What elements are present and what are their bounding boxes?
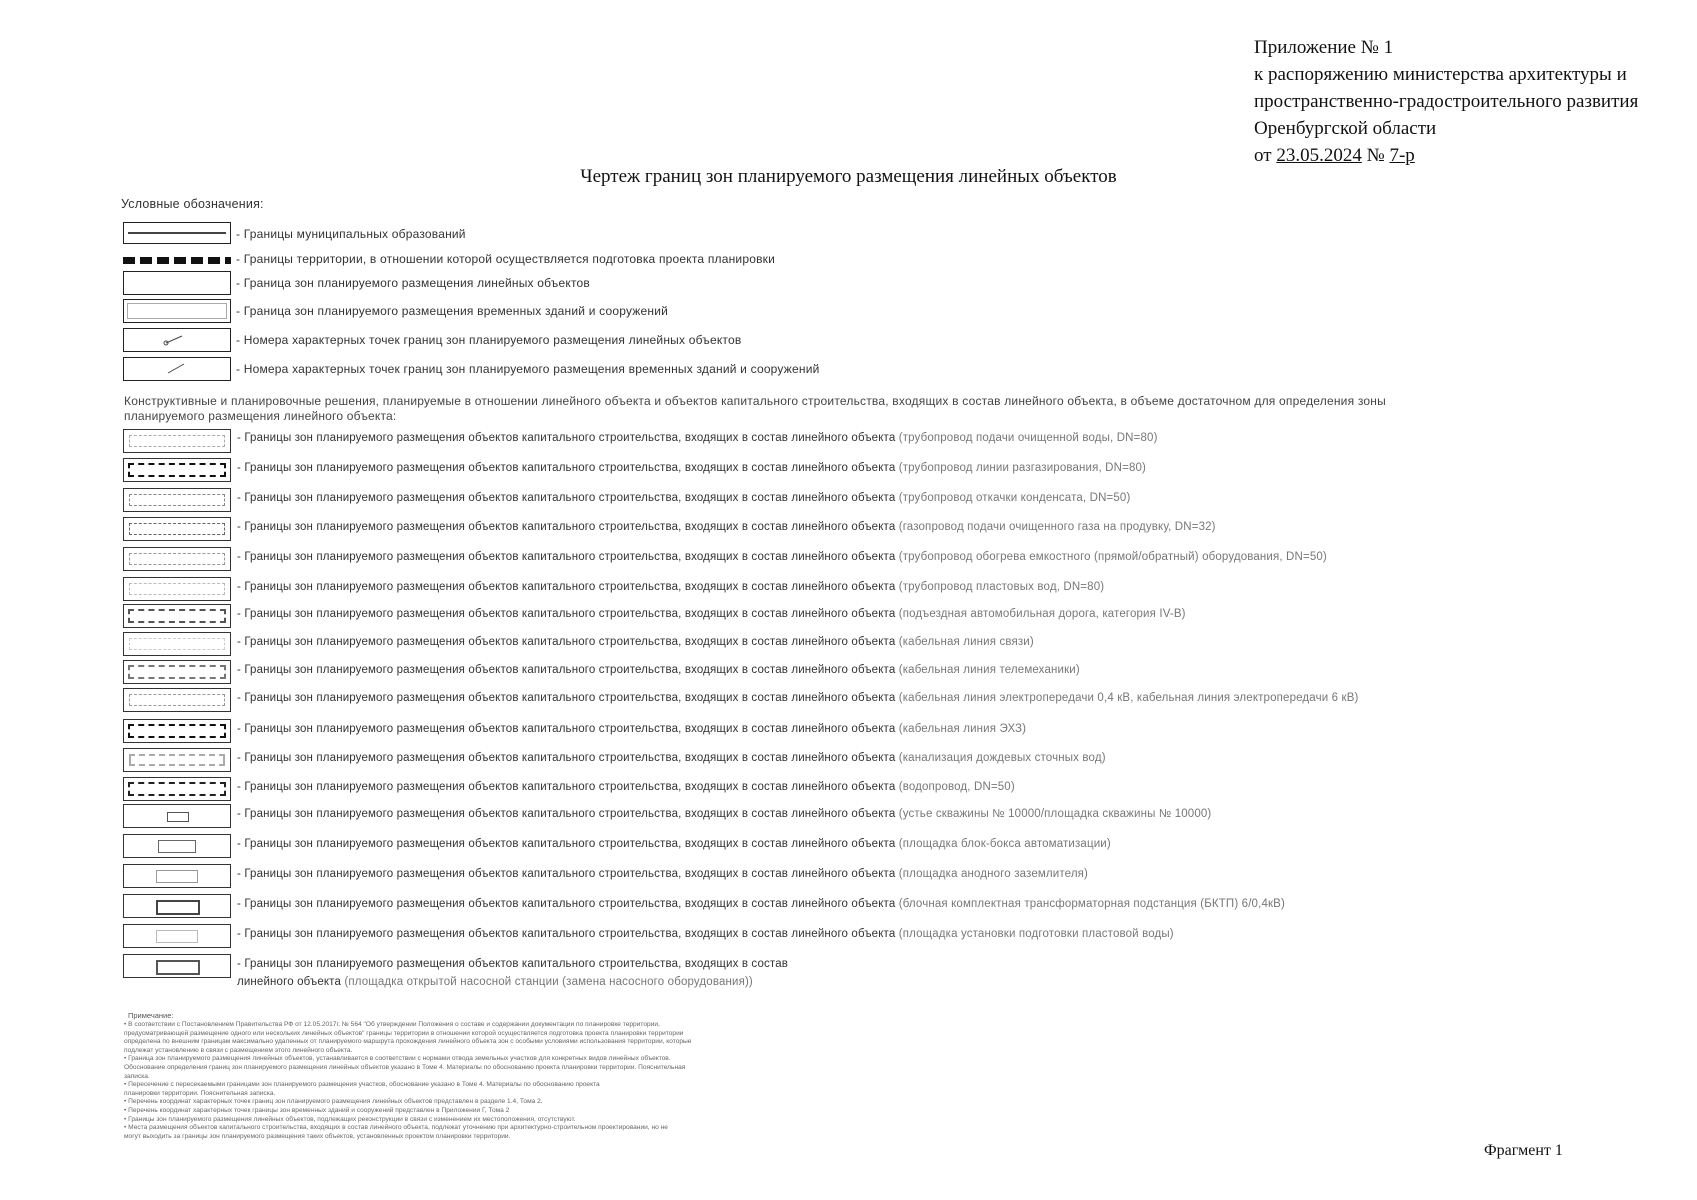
zone-prefix: - Границы зон планируемого размещения объектов капитального строительства, входящих в состав линейного объекта	[237, 692, 896, 704]
zone-row-8	[237, 636, 1034, 648]
zone-prefix: - Границы зон планируемого размещения объектов капитального строительства, входящих в состав линейного объекта	[237, 868, 896, 880]
zone-comment: (площадка установки подготовки пластовой воды)	[898, 928, 1174, 940]
section-heading: Конструктивные и планировочные решения, планируемые в отношении линейного объекта и объектов капитального строительства, входящих в состав линейного объекта, в объеме достаточном для определения зоны планируемого размещения линейного объекта:	[124, 394, 1386, 423]
zone-comment: (газопровод подачи очищенного газа на продувку, DN=32)	[898, 521, 1216, 533]
note-line: • В соответствии с Постановлением Правительства РФ от 12.05.2017г. № 564 "Об утверждении Положения о составе и содержании документации по планировке территории,	[124, 1021, 660, 1028]
zone-row-18	[237, 928, 1174, 940]
zone-row-7	[237, 608, 1186, 620]
zone-comment: (трубопровод откачки конденсата, DN=50)	[898, 492, 1131, 504]
zone-symbol-3	[123, 488, 231, 512]
note-line: • Границы зон планируемого размещения линейных объектов, подлежащих реконструкции в связи с изменением их местоположения, отсутствуют.	[124, 1115, 576, 1123]
zone-comment: (кабельная линия электропередачи 0,4 кВ, кабельная линия электропередачи 6 кВ)	[898, 692, 1359, 704]
legend-label-municipal: - Границы муниципальных образований	[236, 227, 466, 241]
zone-prefix: - Границы зон планируемого размещения объектов капитального строительства, входящих в состав линейного объекта	[237, 723, 896, 735]
zone-symbol-5	[123, 547, 231, 571]
zone-comment: (трубопровод подачи очищенной воды, DN=80)	[898, 432, 1158, 444]
zone-prefix: - Границы зон планируемого размещения объектов капитального строительства, входящих в состав линейного объекта	[237, 521, 896, 533]
region-line: Оренбургской области	[1254, 118, 1437, 139]
zone-row-6	[237, 581, 1104, 593]
zone-row-1	[237, 432, 1158, 444]
linear-zone-boundary-symbol	[123, 271, 231, 295]
zone-row-5	[237, 551, 1327, 563]
zone-prefix: - Границы зон планируемого размещения объектов капитального строительства, входящих в состав линейного объекта	[237, 432, 896, 444]
number-prefix: №	[1366, 145, 1385, 166]
note-line: • Места размещения объектов капитального строительства, входящих в состав линейного объекта, подлежат уточнению при архитектурно-строительном проектировании, но не	[124, 1124, 668, 1132]
fragment-label: Фрагмент 1	[1484, 1142, 1563, 1159]
zone-prefix: - Границы зон планируемого размещения объектов капитального строительства, входящих в состав линейного объекта	[237, 492, 896, 504]
linear-point-number-symbol	[123, 328, 231, 352]
legend-label-temporary-zone: - Граница зон планируемого размещения временных зданий и сооружений	[236, 304, 669, 318]
zone-row-4	[237, 521, 1216, 533]
zone-comment: (кабельная линия ЭХЗ)	[898, 723, 1027, 735]
zone-row-14	[237, 808, 1211, 820]
note-line: записка.	[124, 1072, 150, 1080]
note-line: определена по внешним границам максимально удаленных от планируемого маршрута прохождения линейного объекта зон с особыми условиями использования территории, которые	[124, 1038, 692, 1046]
zone-prefix: - Границы зон планируемого размещения объектов капитального строительства, входящих в состав линейного объекта	[237, 462, 896, 474]
note-line: • Перечень координат характерных точек границы зон временных зданий и сооружений представлен в Приложении Г, Тома 2	[124, 1106, 510, 1114]
zone-comment: (канализация дождевых сточных вод)	[898, 752, 1106, 764]
municipal-boundary-symbol	[123, 222, 231, 244]
legend-label-territory: - Границы территории, в отношении которой осуществляется подготовка проекта планировки	[236, 252, 776, 266]
zone-comment: (блочная комплектная трансформаторная подстанция (БКТП) 6/0,4кВ)	[898, 898, 1285, 910]
temporary-point-number-symbol	[123, 357, 231, 381]
note-line: подлежат установлению в связи с размещением этого линейного объекта.	[124, 1046, 353, 1054]
zone-comment: (площадка открытой насосной станции (замена насосного оборудования))	[344, 976, 753, 988]
zone-symbol-10	[123, 688, 231, 712]
date-prefix: от	[1254, 145, 1272, 166]
zone-prefix: - Границы зон планируемого размещения объектов капитального строительства, входящих в состав линейного объекта	[237, 664, 896, 676]
zone-comment: (трубопровод линии разгазирования, DN=80)	[898, 462, 1147, 474]
zone-row-2	[237, 462, 1146, 474]
zone-comment: (кабельная линия связи)	[898, 636, 1034, 648]
note-line: Обоснование определения границ зон планируемого размещения линейных объектов указано в Томе 4. Материалы по обоснованию проекта планировки территории. Пояснительная	[124, 1063, 686, 1071]
zone-symbol-11	[123, 719, 231, 743]
zone-prefix: - Границы зон планируемого размещения объектов капитального строительства, входящих в состав	[237, 958, 789, 970]
note-line: • Граница зон планируемого размещения линейных объектов, устанавливается в соответствии с нормами отвода земельных участков для конкретных видов линейных объектов.	[124, 1055, 671, 1063]
legend-label-temporary-points: - Номера характерных точек границ зон планируемого размещения временных зданий и сооружений	[236, 362, 820, 376]
zone-symbol-9	[123, 660, 231, 684]
zone-prefix: - Границы зон планируемого размещения объектов капитального строительства, входящих в состав линейного объекта	[237, 581, 896, 593]
zone-prefix: - Границы зон планируемого размещения объектов капитального строительства, входящих в состав линейного объекта	[237, 838, 896, 850]
note-line: • Перечень координат характерных точек границ зон планируемого размещения линейных объектов представлен в разделе 1.4, Тома 2.	[124, 1098, 543, 1106]
zone-comment: (площадка анодного заземлителя)	[898, 868, 1089, 880]
zone-comment: (устье скважины № 10000/площадка скважины № 10000)	[898, 808, 1212, 820]
note-line: планировки территории. Пояснительная записка.	[124, 1089, 276, 1097]
zone-symbol-13	[123, 777, 231, 801]
zone-symbol-1	[123, 429, 231, 453]
order-number: 7-р	[1389, 145, 1415, 166]
ministry-line: пространственно-градостроительного развития	[1254, 91, 1639, 112]
zone-prefix: - Границы зон планируемого размещения объектов капитального строительства, входящих в состав линейного объекта	[237, 551, 896, 563]
zone-row-3	[237, 492, 1130, 504]
zone-row-16	[237, 868, 1088, 880]
zone-row-19b	[237, 976, 753, 988]
legend-label-linear-zone: - Граница зон планируемого размещения линейных объектов	[236, 276, 590, 290]
zone-row-11	[237, 723, 1026, 735]
zone-comment: (трубопровод обогрева емкостного (прямой/обратный) оборудования, DN=50)	[898, 551, 1327, 563]
zone-comment: (трубопровод пластовых вод, DN=80)	[898, 581, 1105, 593]
zone-symbol-14	[123, 804, 231, 828]
legend-heading: Условные обозначения:	[121, 197, 264, 211]
zone-prefix: - Границы зон планируемого размещения объектов капитального строительства, входящих в состав линейного объекта	[237, 781, 896, 793]
zone-prefix: - Границы зон планируемого размещения объектов капитального строительства, входящих в состав линейного объекта	[237, 808, 896, 820]
zone-row-10	[237, 692, 1359, 704]
zone-symbol-8	[123, 632, 231, 656]
zone-comment: (водопровод, DN=50)	[898, 781, 1015, 793]
zone-symbol-4	[123, 517, 231, 541]
temporary-zone-boundary-symbol	[123, 299, 231, 323]
zone-row-9	[237, 664, 1080, 676]
zone-prefix: - Границы зон планируемого размещения объектов капитального строительства, входящих в состав линейного объекта	[237, 608, 896, 620]
zone-row-17	[237, 898, 1285, 910]
zone-row-15	[237, 838, 1111, 850]
zone-comment: (подъездная автомобильная дорога, категория IV-В)	[898, 608, 1186, 620]
appendix-line: Приложение № 1	[1254, 37, 1394, 58]
zone-row-12	[237, 752, 1106, 764]
zone-prefix-continued: линейного объекта	[237, 976, 342, 988]
note-line: • Пересечение с пересекаемыми границами зон планируемого размещения участков, обоснование указано в Томе 4. Материалы по обоснованию проекта	[124, 1081, 600, 1089]
zone-prefix: - Границы зон планируемого размещения объектов капитального строительства, входящих в состав линейного объекта	[237, 928, 896, 940]
zone-comment: (площадка блок-бокса автоматизации)	[898, 838, 1111, 850]
date-number-line	[1254, 142, 1684, 169]
order-date: 23.05.2024	[1276, 145, 1362, 166]
note-line: могут выходить за границы зон планируемого размещения таких объектов, установленных проектом планировки территории.	[124, 1132, 511, 1140]
zone-symbol-19	[123, 954, 231, 978]
legend-label-linear-points: - Номера характерных точек границ зон планируемого размещения линейных объектов	[236, 333, 742, 347]
notes-block	[124, 1021, 824, 1141]
zone-prefix: - Границы зон планируемого размещения объектов капитального строительства, входящих в состав линейного объекта	[237, 752, 896, 764]
zone-row-13	[237, 781, 1015, 793]
zone-symbol-15	[123, 834, 231, 858]
zone-symbol-16	[123, 864, 231, 888]
zone-symbol-12	[123, 748, 231, 772]
zone-prefix: - Границы зон планируемого размещения объектов капитального строительства, входящих в состав линейного объекта	[237, 636, 896, 648]
order-line: к распоряжению министерства архитектуры и	[1254, 64, 1627, 85]
zone-prefix: - Границы зон планируемого размещения объектов капитального строительства, входящих в состав линейного объекта	[237, 898, 896, 910]
zone-symbol-18	[123, 924, 231, 948]
zone-symbol-17	[123, 894, 231, 918]
header-block	[1254, 34, 1684, 169]
note-line: предусматривающей размещение одного или нескольких линейных объектов" границы территории в отношении которой осуществляется подготовка проекта планировки территории	[124, 1029, 684, 1037]
drawing-title: Чертеж границ зон планируемого размещения линейных объектов	[580, 166, 1117, 187]
zone-row-19a	[237, 958, 788, 970]
zone-symbol-6	[123, 577, 231, 601]
planning-territory-symbol	[123, 254, 231, 268]
zone-symbol-2	[123, 458, 231, 482]
zone-comment: (кабельная линия телемеханики)	[898, 664, 1080, 676]
zone-symbol-7	[123, 604, 231, 628]
notes-heading: Примечание:	[128, 1011, 174, 1020]
